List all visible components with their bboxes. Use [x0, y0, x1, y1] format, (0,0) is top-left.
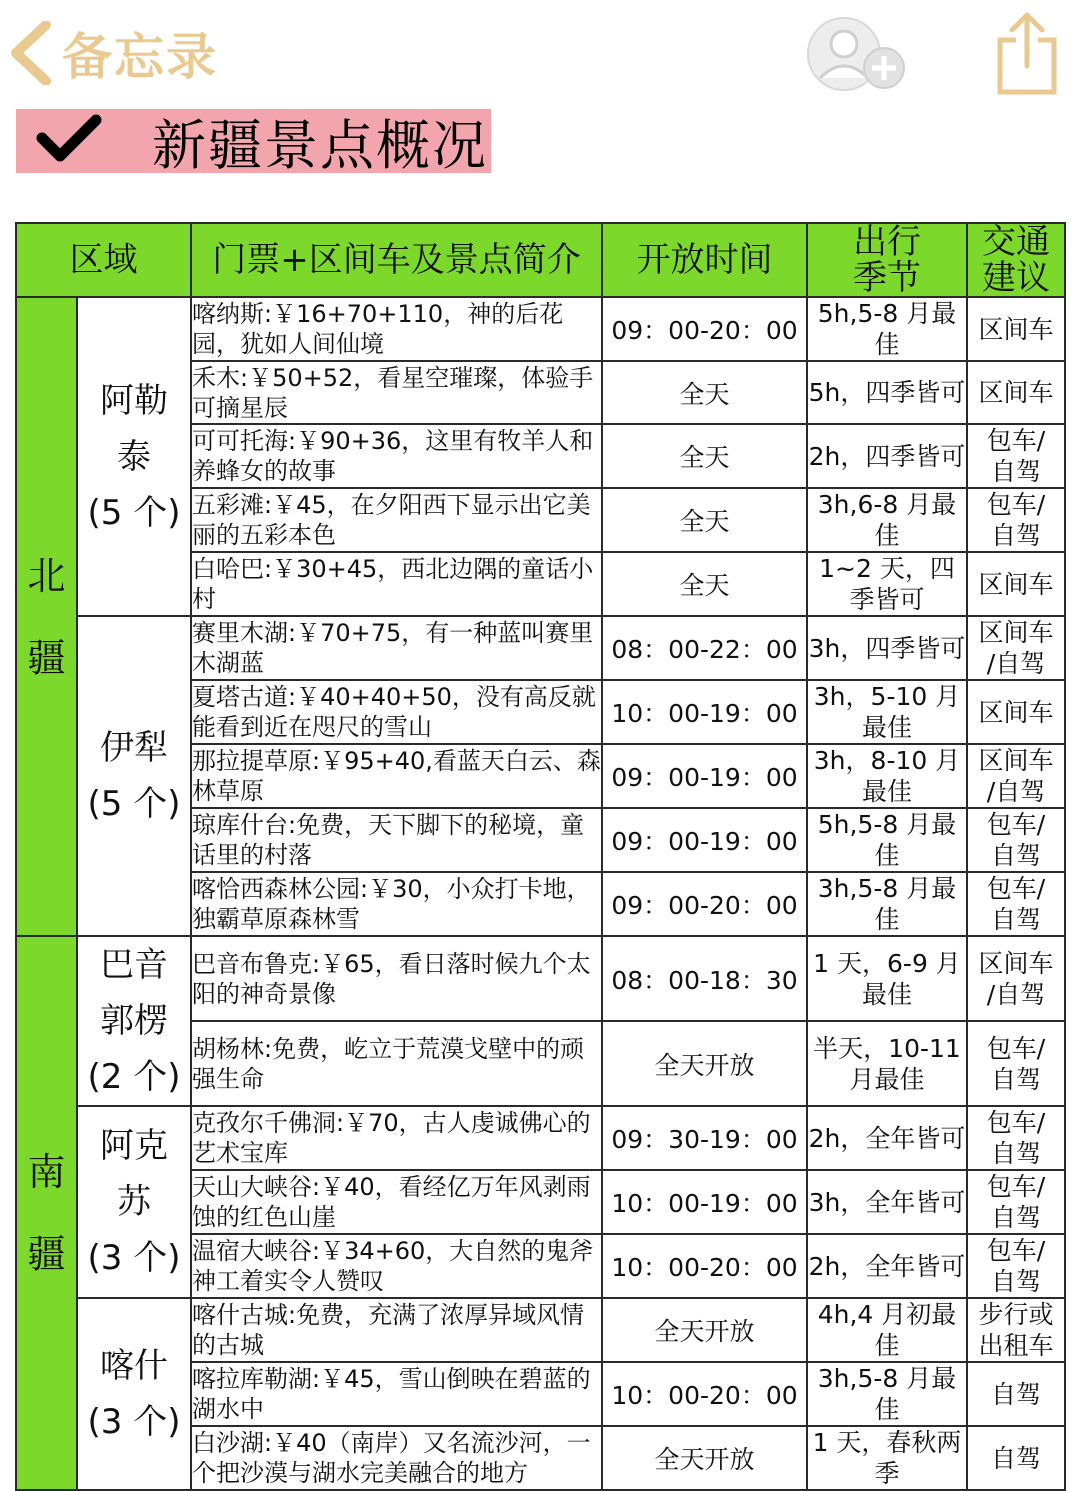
back-button[interactable] — [8, 18, 218, 88]
transport-cell: 包车/ 自驾 — [967, 1234, 1065, 1298]
hours-cell: 10：00-19：00 — [602, 680, 807, 744]
header-hours: 开放时间 — [602, 223, 807, 297]
season-cell: 3h,5-8 月最佳 — [807, 1362, 967, 1426]
spot-cell: 胡杨林:免费，屹立于荒漠戈壁中的顽强生命 — [191, 1021, 602, 1106]
hours-cell: 全天 — [602, 488, 807, 552]
share-icon — [994, 81, 1060, 100]
subregion-cell: 阿克 苏 (3 个) — [77, 1106, 191, 1298]
season-cell: 半天，10-11 月最佳 — [807, 1021, 967, 1106]
season-cell: 2h，全年皆可 — [807, 1234, 967, 1298]
spot-cell: 喀纳斯:￥16+70+110，神的后花园，犹如人间仙境 — [191, 297, 602, 361]
hours-cell: 全天开放 — [602, 1298, 807, 1362]
page-title-banner — [16, 109, 491, 177]
transport-cell: 包车/ 自驾 — [967, 424, 1065, 488]
table-row — [16, 616, 1065, 680]
hours-cell: 全天 — [602, 552, 807, 616]
season-cell: 5h,5-8 月最佳 — [807, 808, 967, 872]
season-cell: 1 天，春秋两季 — [807, 1426, 967, 1490]
hours-cell: 09：00-20：00 — [602, 297, 807, 361]
transport-cell: 自驾 — [967, 1426, 1065, 1490]
transport-cell: 包车/ 自驾 — [967, 488, 1065, 552]
chevron-left-icon — [8, 21, 52, 85]
checkmark-icon — [36, 114, 114, 168]
spot-cell: 克孜尔千佛洞:￥70，古人虔诚佛心的艺术宝库 — [191, 1106, 602, 1170]
subregion-cell: 伊犁 (5 个) — [77, 616, 191, 936]
subregion-cell: 阿勒 泰 (5 个) — [77, 297, 191, 616]
season-cell: 5h,5-8 月最佳 — [807, 297, 967, 361]
hours-cell: 全天开放 — [602, 1426, 807, 1490]
spot-cell: 白哈巴:￥30+45，西北边隅的童话小村 — [191, 552, 602, 616]
transport-cell: 自驾 — [967, 1362, 1065, 1426]
transport-cell: 区间车 — [967, 680, 1065, 744]
attractions-table — [15, 222, 1066, 1491]
top-nav-bar — [0, 0, 1080, 105]
spot-cell: 赛里木湖:￥70+75，有一种蓝叫赛里木湖蓝 — [191, 616, 602, 680]
hours-cell: 09：30-19：00 — [602, 1106, 807, 1170]
spot-cell: 巴音布鲁克:￥65，看日落时候九个太阳的神奇景像 — [191, 936, 602, 1021]
hours-cell: 09：00-19：00 — [602, 808, 807, 872]
add-collaborator-button[interactable] — [804, 14, 910, 98]
hours-cell: 08：00-22：00 — [602, 616, 807, 680]
page-title: 新疆景点概况 — [152, 113, 488, 177]
transport-cell: 包车/ 自驾 — [967, 1106, 1065, 1170]
transport-cell: 包车/ 自驾 — [967, 1170, 1065, 1234]
season-cell: 3h，8-10 月最佳 — [807, 744, 967, 808]
season-cell: 3h,5-8 月最佳 — [807, 872, 967, 936]
transport-cell: 包车/ 自驾 — [967, 808, 1065, 872]
transport-cell: 包车/ 自驾 — [967, 872, 1065, 936]
transport-cell: 区间车 — [967, 552, 1065, 616]
region-north: 北 疆 — [16, 297, 77, 936]
header-transport: 交通 建议 — [967, 223, 1065, 297]
table-body — [16, 297, 1065, 1490]
hours-cell: 10：00-20：00 — [602, 1362, 807, 1426]
spot-cell: 夏塔古道:￥40+40+50，没有高反就能看到近在咫尺的雪山 — [191, 680, 602, 744]
hours-cell: 08：00-18：30 — [602, 936, 807, 1021]
spot-cell: 天山大峡谷:￥40，看经亿万年风剥雨蚀的红色山崖 — [191, 1170, 602, 1234]
share-button[interactable] — [994, 10, 1060, 100]
hours-cell: 全天开放 — [602, 1021, 807, 1106]
season-cell: 3h，四季皆可 — [807, 616, 967, 680]
spot-cell: 喀什古城:免费，充满了浓厚异域风情的古城 — [191, 1298, 602, 1362]
spot-cell: 禾木:￥50+52，看星空璀璨，体验手可摘星辰 — [191, 361, 602, 424]
hours-cell: 全天 — [602, 424, 807, 488]
season-cell: 5h，四季皆可 — [807, 361, 967, 424]
header-season: 出行 季节 — [807, 223, 967, 297]
transport-cell: 区间车 /自驾 — [967, 616, 1065, 680]
table-row — [16, 1106, 1065, 1170]
add-user-icon — [804, 79, 910, 98]
header-region: 区域 — [16, 223, 191, 297]
hours-cell: 10：00-19：00 — [602, 1170, 807, 1234]
spot-cell: 温宿大峡谷:￥34+60，大自然的鬼斧神工着实令人赞叹 — [191, 1234, 602, 1298]
subregion-cell: 喀什 (3 个) — [77, 1298, 191, 1490]
hours-cell: 09：00-20：00 — [602, 872, 807, 936]
spot-cell: 喀拉库勒湖:￥45，雪山倒映在碧蓝的湖水中 — [191, 1362, 602, 1426]
hours-cell: 09：00-19：00 — [602, 744, 807, 808]
season-cell: 3h，5-10 月最佳 — [807, 680, 967, 744]
season-cell: 1 天，6-9 月最佳 — [807, 936, 967, 1021]
transport-cell: 区间车 — [967, 361, 1065, 424]
header-ticket: 门票+区间车及景点简介 — [191, 223, 602, 297]
transport-cell: 区间车 — [967, 297, 1065, 361]
back-button-label: 备忘录 — [62, 28, 218, 86]
table-row — [16, 936, 1065, 1021]
season-cell: 3h,6-8 月最佳 — [807, 488, 967, 552]
table-row — [16, 297, 1065, 361]
season-cell: 2h，四季皆可 — [807, 424, 967, 488]
hours-cell: 全天 — [602, 361, 807, 424]
season-cell: 1~2 天，四季皆可 — [807, 552, 967, 616]
hours-cell: 10：00-20：00 — [602, 1234, 807, 1298]
spot-cell: 五彩滩:￥45，在夕阳西下显示出它美丽的五彩本色 — [191, 488, 602, 552]
transport-cell: 包车/ 自驾 — [967, 1021, 1065, 1106]
season-cell: 2h，全年皆可 — [807, 1106, 967, 1170]
transport-cell: 区间车 /自驾 — [967, 744, 1065, 808]
season-cell: 4h,4 月初最佳 — [807, 1298, 967, 1362]
spot-cell: 那拉提草原:￥95+40,看蓝天白云、森林草原 — [191, 744, 602, 808]
subregion-cell: 巴音 郭楞 (2 个) — [77, 936, 191, 1106]
table-header-row — [16, 223, 1065, 297]
transport-cell: 步行或 出租车 — [967, 1298, 1065, 1362]
spot-cell: 喀恰西森林公园:￥30，小众打卡地，独霸草原森林雪 — [191, 872, 602, 936]
spot-cell: 琼库什台:免费，天下脚下的秘境，童话里的村落 — [191, 808, 602, 872]
spot-cell: 可可托海:￥90+36，这里有牧羊人和养蜂女的故事 — [191, 424, 602, 488]
region-south: 南 疆 — [16, 936, 77, 1490]
transport-cell: 区间车 /自驾 — [967, 936, 1065, 1021]
season-cell: 3h，全年皆可 — [807, 1170, 967, 1234]
table-row — [16, 1298, 1065, 1362]
spot-cell: 白沙湖:￥40（南岸）又名流沙河，一个把沙漠与湖水完美融合的地方 — [191, 1426, 602, 1490]
